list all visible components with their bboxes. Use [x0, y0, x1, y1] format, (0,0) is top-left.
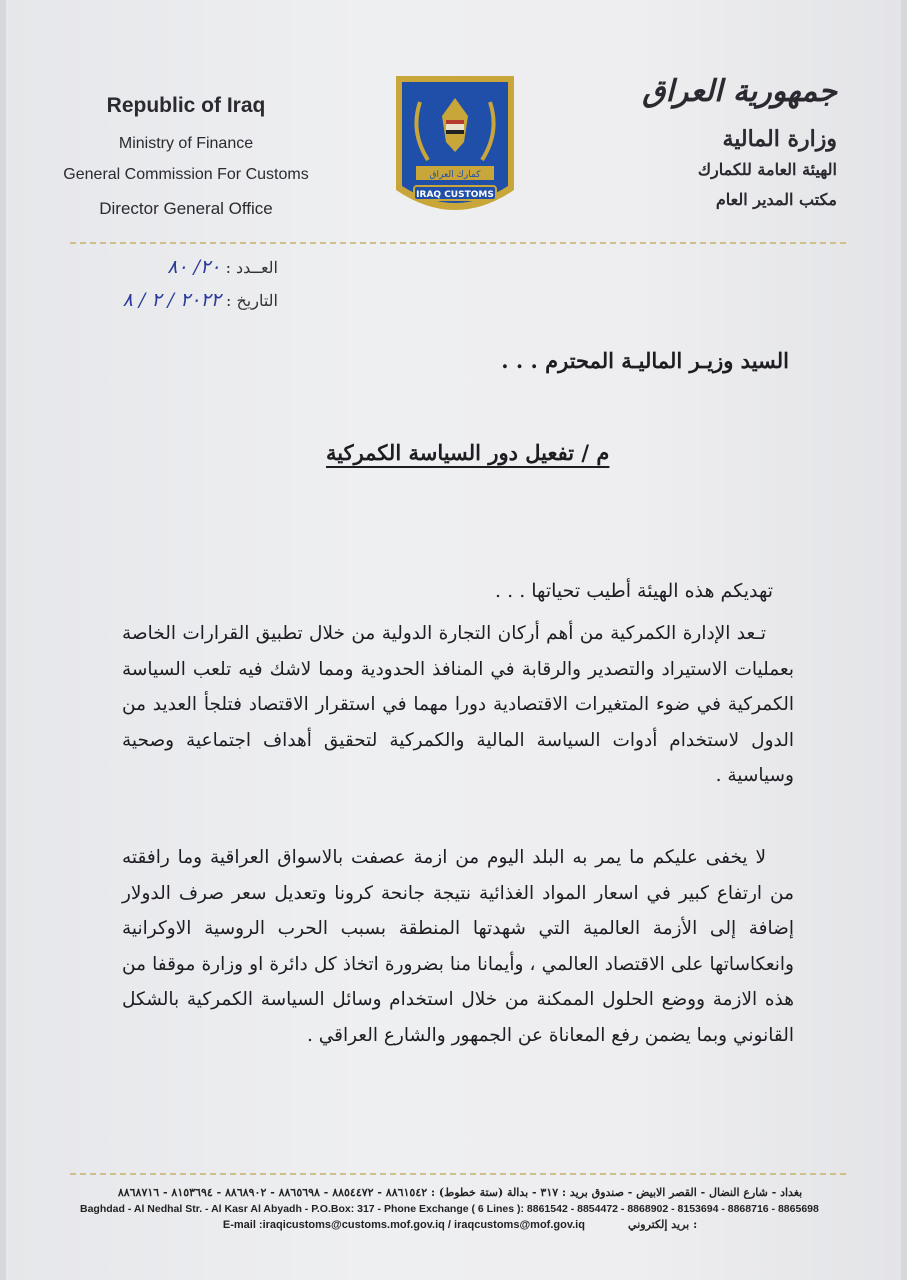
body-paragraph-2: لا يخفى عليكم ما يمر به البلد اليوم من ازمة عصفت بالاسواق العراقية وما رافقته من ارتفاع كبير في اسعار المواد الغذائية نتيجة جانحة كرونا وتعديل سعر صرف الدولار إضافة إلى الأزمة العالمية التي شهدتها المنطقة بسبب الحرب الروسية الاوكرانية وانعكاساتها على الاقتصاد العالمي ، وأيمانا منا بضرورة اتخاذ كل دائرة او وزارة موقفا من هذه الازمة ووضع الحلول الممكنة من خلال استخدام وسائل السياسة الكمركية بالشكل القانوني وبما يضمن رفع المعاناة عن الجمهور والشارع العراقي .	[122, 847, 794, 1046]
footer-en-address: Baghdad - Al Nedhal Str. - Al Kasr Al Abyadh - P.O.Box: 317 - Phone Exchange ( 6 Lines ): 8861542 - 8854472 - 8868902 - 8153694 - 8868716 - 8865698	[80, 1203, 819, 1215]
footer-divider	[70, 1173, 846, 1175]
letter-number-label: العــدد :	[225, 258, 278, 277]
letter-date	[88, 289, 278, 311]
letter-number-value: ٢٠/ ٨٠	[167, 256, 221, 278]
letter-date-value: ٢٠٢٢ / ٢ / ٨	[122, 289, 221, 311]
logo-ar-text: كمارك العراق	[429, 170, 481, 180]
salutation: السيد وزيـر الماليـة المحترم . . .	[501, 348, 789, 373]
footer-email-ar-label: بريد إلكتروني :	[628, 1218, 698, 1231]
footer-ar-address: بغداد - شارع النضال - القصر الابيض - صندوق بريد : ٣١٧ - بدالة (ستة خطوط) : ٨٨٦١٥٤٢ - ٨٨٥٤٤٧٢ - ٨٨٦٥٦٩٨ - ٨٨٦٨٩٠٢ - ٨١٥٣٦٩٤ - ٨٨٦٨٧١٦	[117, 1186, 803, 1199]
header-en-commission: General Commission For Customs	[63, 166, 309, 183]
letter-number	[88, 256, 278, 278]
header-en-republic: Republic of Iraq	[106, 94, 266, 117]
header-ar-ministry: وزارة المالية	[722, 126, 837, 152]
greeting: تهديكم هذه الهيئة أطيب تحياتها . . .	[495, 580, 773, 602]
subject-line: م / تفعيل دور السياسة الكمركية	[326, 440, 610, 465]
letter-paper	[6, 0, 901, 1280]
header-divider	[70, 242, 846, 244]
header-ar-commission: الهيئة العامة للكمارك	[697, 160, 837, 179]
header-ar-republic: جمهورية العراق	[642, 74, 837, 109]
logo-text: IRAQ CUSTOMS	[416, 190, 494, 200]
iraq-customs-logo	[390, 72, 520, 222]
letter-date-label: التاريخ :	[225, 291, 278, 310]
footer-email-text: E-mail :iraqicustoms@customs.mof.gov.iq / iraqcustoms@mof.gov.iq	[222, 1219, 585, 1231]
header-en-office: Director General Office	[99, 199, 273, 218]
footer-email	[66, 1218, 854, 1231]
header-ar-office: مكتب المدير العام	[715, 190, 837, 209]
header-en-ministry: Ministry of Finance	[118, 135, 254, 152]
body-paragraph-1: تـعد الإدارة الكمركية من أهم أركان التجارة الدولية من خلال تطبيق القرارات الخاصة بعمليات الاستيراد والتصدير والرقابة في المنافذ الحدودية ومما لاشك فيه تلعب السياسة الكمركية في ضوء المتغيرات الاقتصادية دورا مهما في استقرار الاقتصاد فتلجأ العديد من الدول لاستخدام أدوات السياسة المالية والكمركية لتحقيق أهداف اجتماعية وصحية وسياسية .	[122, 623, 794, 786]
